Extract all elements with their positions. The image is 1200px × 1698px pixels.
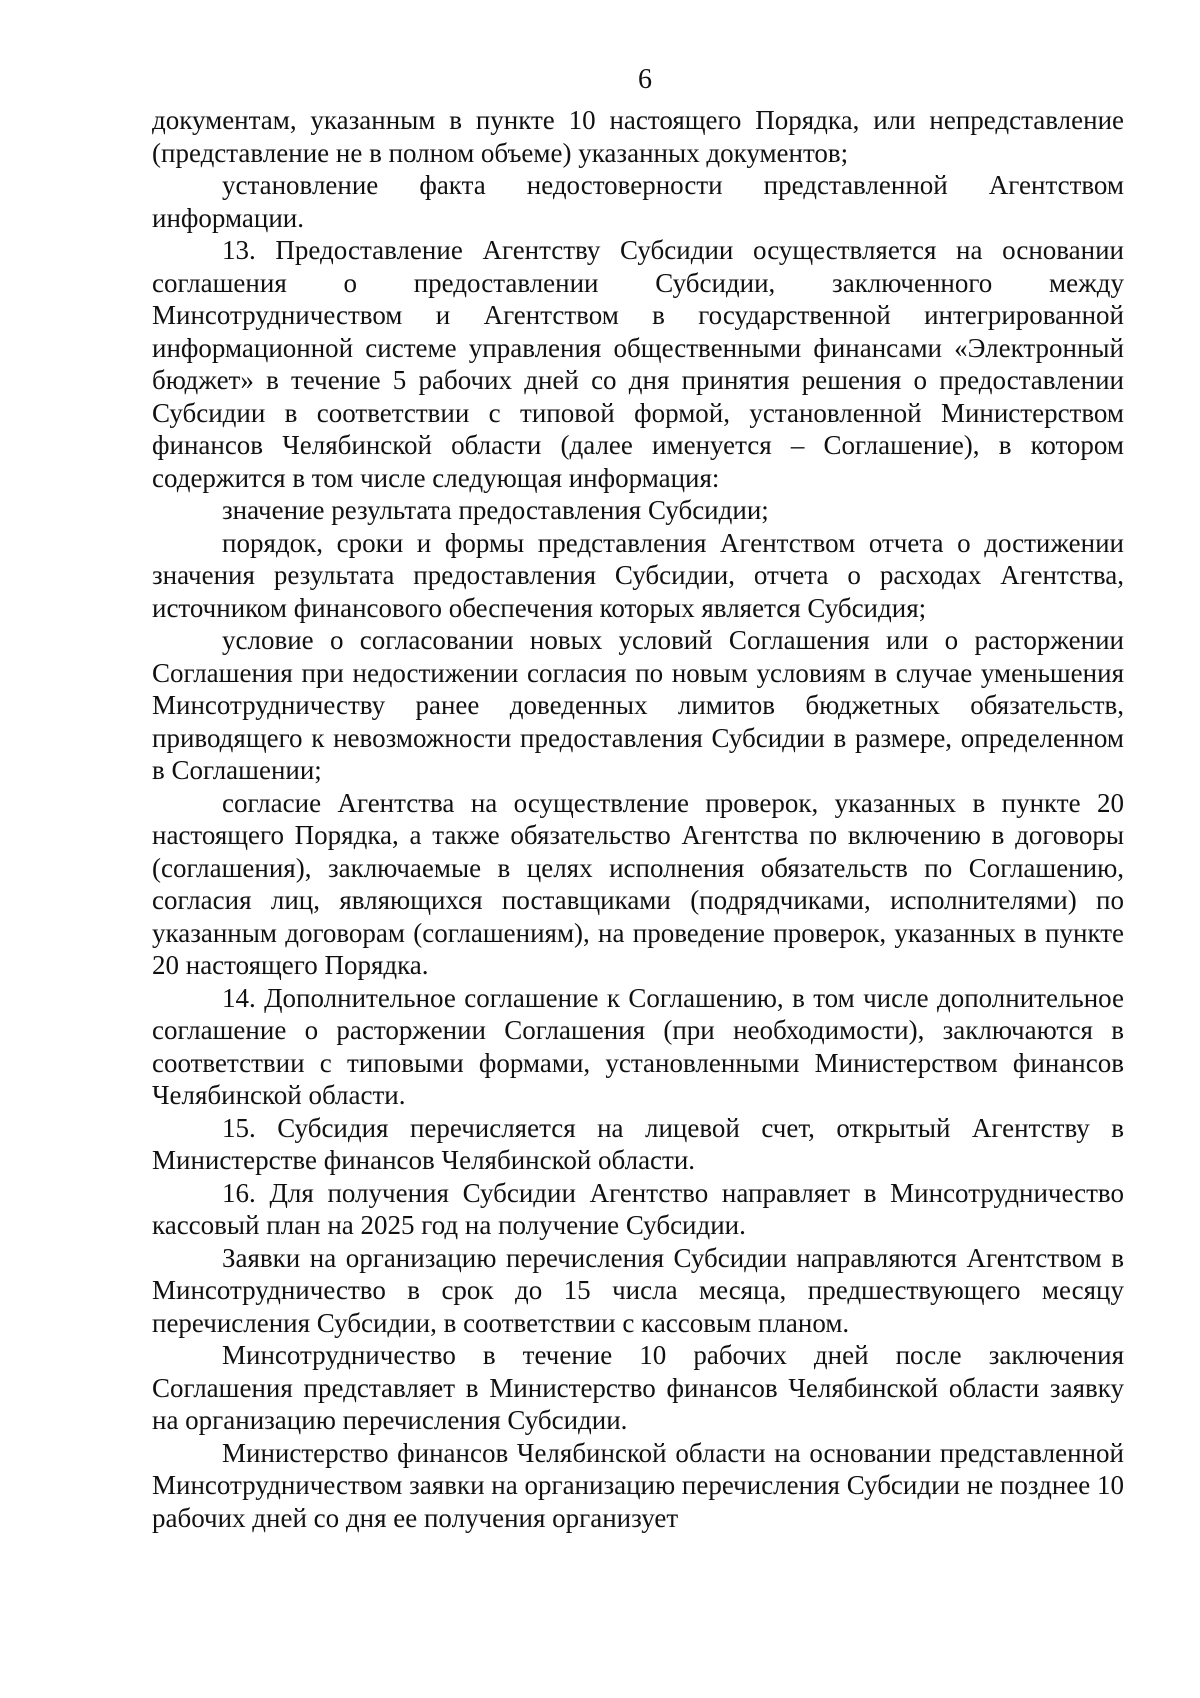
paragraph: 13. Предоставление Агентству Субсидии осуществляется на основании соглашения о предоставлении Субсидии, заключенного между Минсотрудничеством и Агентством в государственной интегрированной информационной системе управления общественными финансами «Электронный бюджет» в течение 5 рабочих дней со дня принятия решения о предоставлении Субсидии в соответствии с типовой формой, установленной Министерством финансов Челябинской области (далее именуется – Соглашение), в котором содержится в том числе следующая информация: [152, 235, 1124, 493]
paragraph: 16. Для получения Субсидии Агентство направляет в Минсотрудничество кассовый план на 2025 год на получение Субсидии. [152, 1177, 1124, 1240]
paragraph: 15. Субсидия перечисляется на лицевой счет, открытый Агентству в Министерстве финансов Челябинской области. [152, 1112, 1124, 1175]
page-number: 6 [638, 64, 652, 95]
paragraph: условие о согласовании новых условий Соглашения или о расторжении Соглашения при недостижении согласия по новым условиям в случае уменьшения Минсотрудничеству ранее доведенных лимитов бюджетных обязательств, приводящего к невозможности предоставления Субсидии в размере, определенном в Соглашении; [152, 625, 1124, 785]
document-body [152, 104, 1124, 1534]
paragraph: согласие Агентства на осуществление проверок, указанных в пункте 20 настоящего Порядка, а также обязательство Агентства по включению в договоры (соглашения), заключаемые в целях исполнения обязательств по Соглашению, согласия лиц, являющихся поставщиками (подрядчиками, исполнителями) по указанным договорам (соглашениям), на проведение проверок, указанных в пункте 20 настоящего Порядка. [152, 787, 1124, 980]
paragraph: установление факта недостоверности представленной Агентством информации. [152, 170, 1124, 233]
paragraph: Минсотрудничество в течение 10 рабочих дней после заключения Соглашения представляет в Министерство финансов Челябинской области заявку на организацию перечисления Субсидии. [152, 1340, 1124, 1435]
paragraph: Министерство финансов Челябинской области на основании представленной Минсотрудничеством заявки на организацию перечисления Субсидии не позднее 10 рабочих дней со дня ее получения организует [152, 1437, 1124, 1533]
paragraph: Заявки на организацию перечисления Субсидии направляются Агентством в Минсотрудничество в срок до 15 числа месяца, предшествующего месяцу перечисления Субсидии, в соответствии с кассовым планом. [152, 1242, 1124, 1338]
paragraph: значение результата предоставления Субсидии; [222, 495, 769, 525]
paragraph: документам, указанным в пункте 10 настоящего Порядка, или непредставление (представление не в полном объеме) указанных документов; [152, 105, 1124, 168]
paragraph: 14. Дополнительное соглашение к Соглашению, в том числе дополнительное соглашение о расторжении Соглашения (при необходимости), заключаются в соответствии с типовыми формами, установленными Министерством финансов Челябинской области. [152, 982, 1124, 1110]
paragraph: порядок, сроки и формы представления Агентством отчета о достижении значения результата предоставления Субсидии, отчета о расходах Агентства, источником финансового обеспечения которых является Субсидия; [152, 527, 1124, 623]
